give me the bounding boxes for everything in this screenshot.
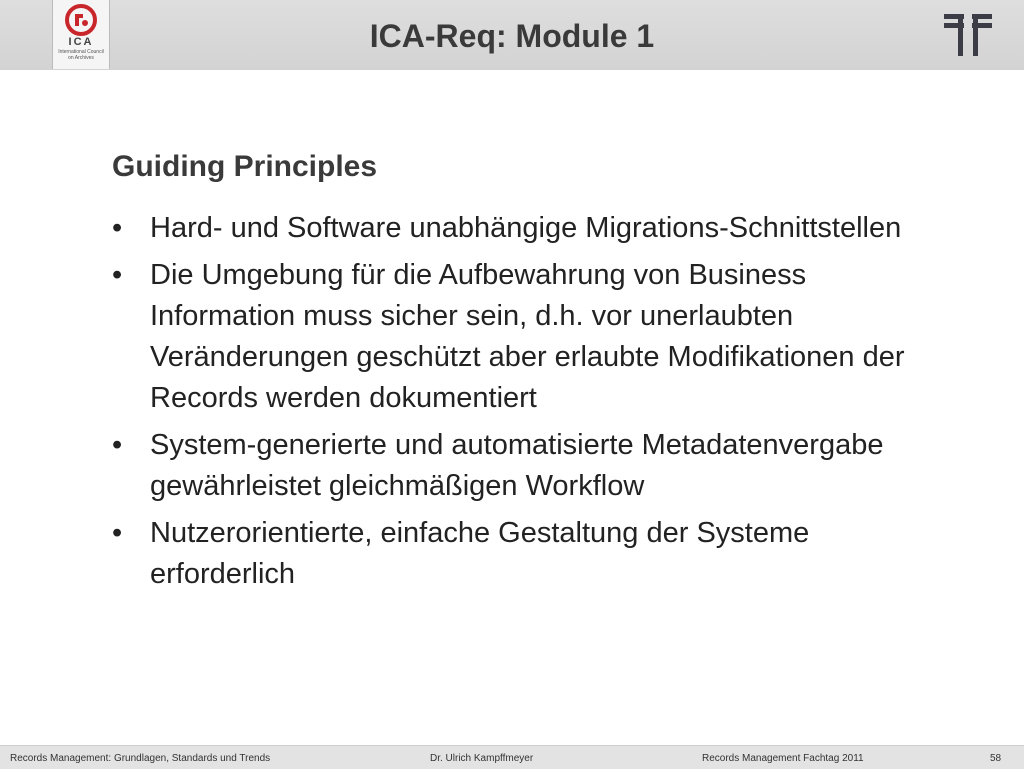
logo-subtitle: International Council on Archives bbox=[58, 49, 104, 61]
bullet-icon: • bbox=[112, 259, 123, 291]
slide-title: ICA-Req: Module 1 bbox=[369, 18, 655, 54]
page-number: 58 bbox=[990, 753, 1002, 764]
bullet-text: System-generierte und automatisierte Metadatenvergabe gewährleistet gleichmäßigen Workflow bbox=[150, 429, 884, 502]
bullet-item bbox=[112, 208, 952, 249]
bullet-item bbox=[112, 255, 952, 419]
bullet-list bbox=[112, 208, 952, 601]
section-heading: Guiding Principles bbox=[112, 150, 378, 183]
bullet-icon: • bbox=[112, 212, 123, 244]
bullet-icon: • bbox=[112, 429, 123, 461]
bullet-text: Nutzerorientierte, einfache Gestaltung der Systeme erforderlich bbox=[150, 517, 810, 590]
footer-left-text: Records Management: Grundlagen, Standards und Trends bbox=[10, 753, 271, 764]
slide-header bbox=[0, 0, 1024, 70]
publisher-logo-icon bbox=[944, 14, 992, 56]
bullet-item bbox=[112, 513, 952, 595]
bullet-text: Die Umgebung für die Aufbewahrung von Business Information muss sicher sein, d.h. vor unerlaubten Veränderungen geschützt aber erlaubte Modifikationen der Records werden dokumentiert bbox=[150, 259, 905, 414]
slide-footer bbox=[0, 745, 1024, 769]
footer-author: Dr. Ulrich Kampffmeyer bbox=[430, 753, 534, 764]
logo-name: ICA bbox=[68, 36, 94, 48]
footer-event: Records Management Fachtag 2011 bbox=[702, 753, 864, 764]
bullet-item bbox=[112, 425, 952, 507]
bullet-text: Hard- und Software unabhängige Migrations-Schnittstellen bbox=[150, 212, 902, 244]
bullet-icon: • bbox=[112, 517, 123, 549]
